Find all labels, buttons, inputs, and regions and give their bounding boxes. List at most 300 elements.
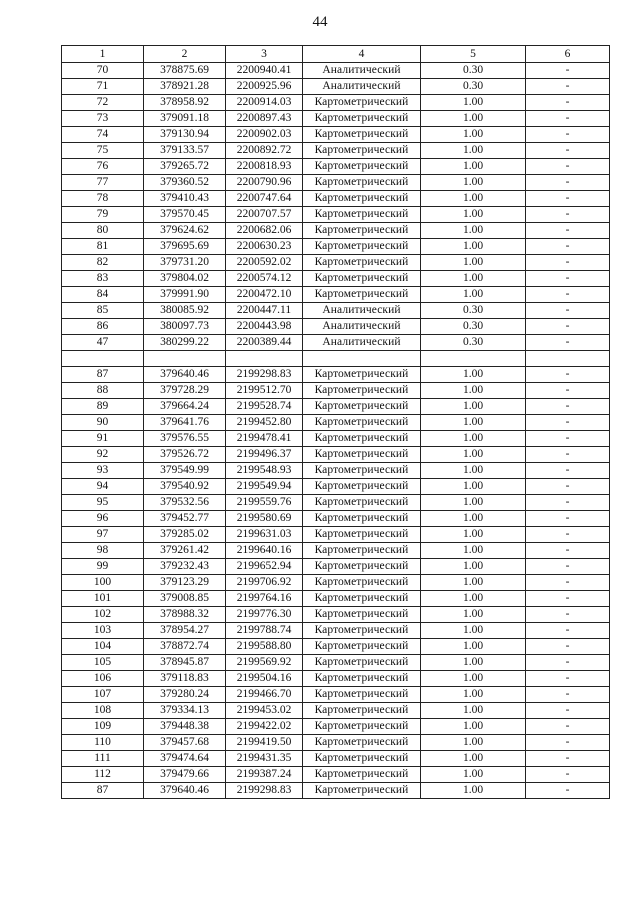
- x-coordinate-cell: 379448.38: [144, 719, 226, 735]
- accuracy-cell: 1.00: [421, 703, 526, 719]
- table-row: [62, 687, 610, 703]
- y-coordinate-cell: 2199631.03: [226, 527, 303, 543]
- note-cell: -: [526, 703, 610, 719]
- accuracy-cell: 1.00: [421, 463, 526, 479]
- x-coordinate-cell: 379261.42: [144, 543, 226, 559]
- note-cell: -: [526, 575, 610, 591]
- note-cell: -: [526, 767, 610, 783]
- note-cell: -: [526, 415, 610, 431]
- method-cell: Картометрический: [303, 703, 421, 719]
- table-row: [62, 415, 610, 431]
- method-cell: Картометрический: [303, 511, 421, 527]
- accuracy-cell: 1.00: [421, 671, 526, 687]
- point-number-cell: 80: [62, 223, 144, 239]
- note-cell: -: [526, 559, 610, 575]
- method-cell: Картометрический: [303, 367, 421, 383]
- y-coordinate-cell: 2199764.16: [226, 591, 303, 607]
- accuracy-cell: 1.00: [421, 95, 526, 111]
- point-number-cell: 107: [62, 687, 144, 703]
- y-coordinate-cell: 2199559.76: [226, 495, 303, 511]
- x-coordinate-cell: 379479.66: [144, 767, 226, 783]
- x-coordinate-cell: 379285.02: [144, 527, 226, 543]
- y-coordinate-cell: 2200902.03: [226, 127, 303, 143]
- table-row: [62, 463, 610, 479]
- page-number: 44: [312, 14, 328, 30]
- point-number-cell: 81: [62, 239, 144, 255]
- table-row: [62, 95, 610, 111]
- x-coordinate-cell: 379360.52: [144, 175, 226, 191]
- y-coordinate-cell: 2199387.24: [226, 767, 303, 783]
- point-number-cell: 87: [62, 367, 144, 383]
- point-number-cell: 87: [62, 783, 144, 799]
- accuracy-cell: 1.00: [421, 495, 526, 511]
- x-coordinate-cell: 380299.22: [144, 335, 226, 351]
- note-cell: -: [526, 783, 610, 799]
- y-coordinate-cell: 2200940.41: [226, 63, 303, 79]
- point-number-cell: 73: [62, 111, 144, 127]
- table-row: [62, 639, 610, 655]
- table-row: [62, 159, 610, 175]
- accuracy-cell: 1.00: [421, 623, 526, 639]
- accuracy-cell: 1.00: [421, 223, 526, 239]
- point-number-cell: 70: [62, 63, 144, 79]
- method-cell: Аналитический: [303, 63, 421, 79]
- point-number-cell: 74: [62, 127, 144, 143]
- x-coordinate-cell: 379991.90: [144, 287, 226, 303]
- x-coordinate-cell: 379640.46: [144, 783, 226, 799]
- y-coordinate-cell: 2200818.93: [226, 159, 303, 175]
- x-coordinate-cell: 379731.20: [144, 255, 226, 271]
- note-cell: -: [526, 687, 610, 703]
- accuracy-cell: 1.00: [421, 383, 526, 399]
- accuracy-cell: 1.00: [421, 687, 526, 703]
- note-cell: -: [526, 751, 610, 767]
- column-header: 1: [62, 46, 144, 63]
- method-cell: Картометрический: [303, 159, 421, 175]
- accuracy-cell: 1.00: [421, 399, 526, 415]
- table-header-row: [62, 46, 610, 63]
- x-coordinate-cell: 379410.43: [144, 191, 226, 207]
- point-number-cell: 83: [62, 271, 144, 287]
- table-row: [62, 511, 610, 527]
- note-cell: -: [526, 143, 610, 159]
- y-coordinate-cell: 2199419.50: [226, 735, 303, 751]
- y-coordinate-cell: 2199298.83: [226, 783, 303, 799]
- note-cell: -: [526, 223, 610, 239]
- table-row: [62, 767, 610, 783]
- method-cell: Картометрический: [303, 399, 421, 415]
- x-coordinate-cell: 378921.28: [144, 79, 226, 95]
- y-coordinate-cell: 2200790.96: [226, 175, 303, 191]
- accuracy-cell: 1.00: [421, 287, 526, 303]
- x-coordinate-cell: 379641.76: [144, 415, 226, 431]
- table-body: [62, 63, 610, 799]
- y-coordinate-cell: 2200925.96: [226, 79, 303, 95]
- point-number-cell: 100: [62, 575, 144, 591]
- method-cell: Картометрический: [303, 735, 421, 751]
- note-cell: -: [526, 399, 610, 415]
- table-row: [62, 399, 610, 415]
- note-cell: -: [526, 511, 610, 527]
- y-coordinate-cell: 2199452.80: [226, 415, 303, 431]
- method-cell: Картометрический: [303, 143, 421, 159]
- column-header: 2: [144, 46, 226, 63]
- x-coordinate-cell: 379265.72: [144, 159, 226, 175]
- accuracy-cell: 1.00: [421, 735, 526, 751]
- point-number-cell: 86: [62, 319, 144, 335]
- method-cell: Картометрический: [303, 751, 421, 767]
- table-row: [62, 431, 610, 447]
- y-coordinate-cell: 2199422.02: [226, 719, 303, 735]
- accuracy-cell: 1.00: [421, 367, 526, 383]
- note-cell: -: [526, 639, 610, 655]
- point-number-cell: 91: [62, 431, 144, 447]
- y-coordinate-cell: 2199478.41: [226, 431, 303, 447]
- y-coordinate-cell: 2199504.16: [226, 671, 303, 687]
- x-coordinate-cell: 379130.94: [144, 127, 226, 143]
- method-cell: Картометрический: [303, 287, 421, 303]
- note-cell: -: [526, 479, 610, 495]
- method-cell: Картометрический: [303, 495, 421, 511]
- method-cell: [303, 351, 421, 367]
- point-number-cell: 75: [62, 143, 144, 159]
- table-row: [62, 207, 610, 223]
- point-number-cell: 102: [62, 607, 144, 623]
- note-cell: -: [526, 543, 610, 559]
- y-coordinate-cell: 2199549.94: [226, 479, 303, 495]
- table-row: [62, 191, 610, 207]
- coordinates-table: [61, 45, 610, 799]
- column-header: 6: [526, 46, 610, 63]
- point-number-cell: 97: [62, 527, 144, 543]
- accuracy-cell: 1.00: [421, 591, 526, 607]
- point-number-cell: 101: [62, 591, 144, 607]
- point-number-cell: 79: [62, 207, 144, 223]
- accuracy-cell: 1.00: [421, 783, 526, 799]
- x-coordinate-cell: 379452.77: [144, 511, 226, 527]
- accuracy-cell: 0.30: [421, 303, 526, 319]
- table-row: [62, 575, 610, 591]
- table-row: [62, 607, 610, 623]
- point-number-cell: 77: [62, 175, 144, 191]
- y-coordinate-cell: 2200443.98: [226, 319, 303, 335]
- table-row: [62, 303, 610, 319]
- point-number-cell: 94: [62, 479, 144, 495]
- x-coordinate-cell: 379576.55: [144, 431, 226, 447]
- method-cell: Аналитический: [303, 79, 421, 95]
- point-number-cell: 47: [62, 335, 144, 351]
- x-coordinate-cell: 379123.29: [144, 575, 226, 591]
- accuracy-cell: 1.00: [421, 751, 526, 767]
- method-cell: Картометрический: [303, 767, 421, 783]
- point-number-cell: 110: [62, 735, 144, 751]
- note-cell: -: [526, 239, 610, 255]
- method-cell: Картометрический: [303, 207, 421, 223]
- y-coordinate-cell: 2199512.70: [226, 383, 303, 399]
- x-coordinate-cell: 379091.18: [144, 111, 226, 127]
- accuracy-cell: 1.00: [421, 239, 526, 255]
- point-number-cell: 95: [62, 495, 144, 511]
- method-cell: Картометрический: [303, 191, 421, 207]
- method-cell: Картометрический: [303, 479, 421, 495]
- x-coordinate-cell: 379570.45: [144, 207, 226, 223]
- y-coordinate-cell: 2200630.23: [226, 239, 303, 255]
- accuracy-cell: 0.30: [421, 79, 526, 95]
- table-row: [62, 655, 610, 671]
- table-row: [62, 351, 610, 367]
- y-coordinate-cell: 2200682.06: [226, 223, 303, 239]
- method-cell: Картометрический: [303, 543, 421, 559]
- x-coordinate-cell: 379334.13: [144, 703, 226, 719]
- x-coordinate-cell: 379664.24: [144, 399, 226, 415]
- note-cell: -: [526, 271, 610, 287]
- accuracy-cell: 1.00: [421, 543, 526, 559]
- note-cell: -: [526, 319, 610, 335]
- accuracy-cell: 1.00: [421, 127, 526, 143]
- point-number-cell: 84: [62, 287, 144, 303]
- note-cell: -: [526, 159, 610, 175]
- note-cell: -: [526, 191, 610, 207]
- x-coordinate-cell: 379280.24: [144, 687, 226, 703]
- point-number-cell: 103: [62, 623, 144, 639]
- note-cell: -: [526, 623, 610, 639]
- x-coordinate-cell: [144, 351, 226, 367]
- y-coordinate-cell: 2199548.93: [226, 463, 303, 479]
- x-coordinate-cell: 379457.68: [144, 735, 226, 751]
- accuracy-cell: 0.30: [421, 319, 526, 335]
- x-coordinate-cell: 379640.46: [144, 367, 226, 383]
- x-coordinate-cell: 379804.02: [144, 271, 226, 287]
- table-row: [62, 719, 610, 735]
- note-cell: -: [526, 111, 610, 127]
- table-row: [62, 479, 610, 495]
- table-row: [62, 335, 610, 351]
- point-number-cell: 88: [62, 383, 144, 399]
- accuracy-cell: 0.30: [421, 335, 526, 351]
- y-coordinate-cell: 2199569.92: [226, 655, 303, 671]
- x-coordinate-cell: 378958.92: [144, 95, 226, 111]
- y-coordinate-cell: 2199640.16: [226, 543, 303, 559]
- table-row: [62, 79, 610, 95]
- accuracy-cell: 1.00: [421, 767, 526, 783]
- method-cell: Картометрический: [303, 239, 421, 255]
- method-cell: Картометрический: [303, 527, 421, 543]
- note-cell: -: [526, 207, 610, 223]
- table-row: [62, 111, 610, 127]
- method-cell: Картометрический: [303, 447, 421, 463]
- x-coordinate-cell: 378875.69: [144, 63, 226, 79]
- method-cell: Картометрический: [303, 223, 421, 239]
- column-header: 5: [421, 46, 526, 63]
- method-cell: Картометрический: [303, 655, 421, 671]
- table-row: [62, 367, 610, 383]
- x-coordinate-cell: 379008.85: [144, 591, 226, 607]
- method-cell: Картометрический: [303, 575, 421, 591]
- accuracy-cell: 1.00: [421, 415, 526, 431]
- x-coordinate-cell: 378872.74: [144, 639, 226, 655]
- point-number-cell: 89: [62, 399, 144, 415]
- table-row: [62, 559, 610, 575]
- method-cell: Картометрический: [303, 639, 421, 655]
- x-coordinate-cell: 379133.57: [144, 143, 226, 159]
- y-coordinate-cell: 2199431.35: [226, 751, 303, 767]
- table-row: [62, 63, 610, 79]
- point-number-cell: 112: [62, 767, 144, 783]
- table-row: [62, 783, 610, 799]
- accuracy-cell: 1.00: [421, 191, 526, 207]
- note-cell: -: [526, 303, 610, 319]
- table-row: [62, 591, 610, 607]
- accuracy-cell: [421, 351, 526, 367]
- table-row: [62, 671, 610, 687]
- x-coordinate-cell: 380097.73: [144, 319, 226, 335]
- table-row: [62, 319, 610, 335]
- x-coordinate-cell: 379526.72: [144, 447, 226, 463]
- x-coordinate-cell: 379232.43: [144, 559, 226, 575]
- point-number-cell: 98: [62, 543, 144, 559]
- method-cell: Картометрический: [303, 271, 421, 287]
- method-cell: Картометрический: [303, 175, 421, 191]
- accuracy-cell: 1.00: [421, 527, 526, 543]
- x-coordinate-cell: 379728.29: [144, 383, 226, 399]
- x-coordinate-cell: 379624.62: [144, 223, 226, 239]
- x-coordinate-cell: 379540.92: [144, 479, 226, 495]
- y-coordinate-cell: 2200472.10: [226, 287, 303, 303]
- accuracy-cell: 1.00: [421, 255, 526, 271]
- y-coordinate-cell: 2199788.74: [226, 623, 303, 639]
- note-cell: -: [526, 719, 610, 735]
- table-row: [62, 255, 610, 271]
- y-coordinate-cell: 2200574.12: [226, 271, 303, 287]
- accuracy-cell: 1.00: [421, 143, 526, 159]
- point-number-cell: 90: [62, 415, 144, 431]
- accuracy-cell: 1.00: [421, 655, 526, 671]
- x-coordinate-cell: 378945.87: [144, 655, 226, 671]
- point-number-cell: 105: [62, 655, 144, 671]
- y-coordinate-cell: 2200747.64: [226, 191, 303, 207]
- method-cell: Картометрический: [303, 255, 421, 271]
- table-row: [62, 703, 610, 719]
- note-cell: -: [526, 335, 610, 351]
- y-coordinate-cell: 2199588.80: [226, 639, 303, 655]
- method-cell: Картометрический: [303, 687, 421, 703]
- x-coordinate-cell: 379695.69: [144, 239, 226, 255]
- table-row: [62, 127, 610, 143]
- point-number-cell: 72: [62, 95, 144, 111]
- note-cell: -: [526, 431, 610, 447]
- note-cell: -: [526, 607, 610, 623]
- method-cell: Картометрический: [303, 559, 421, 575]
- note-cell: -: [526, 591, 610, 607]
- point-number-cell: 71: [62, 79, 144, 95]
- point-number-cell: 109: [62, 719, 144, 735]
- point-number-cell: 82: [62, 255, 144, 271]
- note-cell: -: [526, 655, 610, 671]
- x-coordinate-cell: 380085.92: [144, 303, 226, 319]
- note-cell: -: [526, 447, 610, 463]
- column-header: 4: [303, 46, 421, 63]
- table-row: [62, 751, 610, 767]
- y-coordinate-cell: 2200897.43: [226, 111, 303, 127]
- y-coordinate-cell: 2199466.70: [226, 687, 303, 703]
- x-coordinate-cell: 379474.64: [144, 751, 226, 767]
- note-cell: -: [526, 255, 610, 271]
- point-number-cell: 92: [62, 447, 144, 463]
- point-number-cell: 111: [62, 751, 144, 767]
- accuracy-cell: 1.00: [421, 207, 526, 223]
- accuracy-cell: 0.30: [421, 63, 526, 79]
- method-cell: Картометрический: [303, 623, 421, 639]
- x-coordinate-cell: 379118.83: [144, 671, 226, 687]
- note-cell: -: [526, 63, 610, 79]
- note-cell: -: [526, 95, 610, 111]
- y-coordinate-cell: 2200389.44: [226, 335, 303, 351]
- method-cell: Картометрический: [303, 607, 421, 623]
- point-number-cell: 85: [62, 303, 144, 319]
- note-cell: -: [526, 495, 610, 511]
- method-cell: Аналитический: [303, 335, 421, 351]
- y-coordinate-cell: 2199776.30: [226, 607, 303, 623]
- accuracy-cell: 1.00: [421, 639, 526, 655]
- table-row: [62, 223, 610, 239]
- note-cell: -: [526, 527, 610, 543]
- y-coordinate-cell: 2199652.94: [226, 559, 303, 575]
- y-coordinate-cell: [226, 351, 303, 367]
- method-cell: Картометрический: [303, 463, 421, 479]
- point-number-cell: 76: [62, 159, 144, 175]
- y-coordinate-cell: 2199496.37: [226, 447, 303, 463]
- table-row: [62, 447, 610, 463]
- table-row: [62, 527, 610, 543]
- y-coordinate-cell: 2199706.92: [226, 575, 303, 591]
- accuracy-cell: 1.00: [421, 575, 526, 591]
- x-coordinate-cell: 379532.56: [144, 495, 226, 511]
- accuracy-cell: 1.00: [421, 159, 526, 175]
- note-cell: -: [526, 127, 610, 143]
- point-number-cell: 106: [62, 671, 144, 687]
- note-cell: [526, 351, 610, 367]
- y-coordinate-cell: 2199580.69: [226, 511, 303, 527]
- column-header: 3: [226, 46, 303, 63]
- accuracy-cell: 1.00: [421, 111, 526, 127]
- note-cell: -: [526, 671, 610, 687]
- table-row: [62, 735, 610, 751]
- x-coordinate-cell: 379549.99: [144, 463, 226, 479]
- accuracy-cell: 1.00: [421, 719, 526, 735]
- table-row: [62, 175, 610, 191]
- table-row: [62, 143, 610, 159]
- method-cell: Аналитический: [303, 303, 421, 319]
- table-row: [62, 271, 610, 287]
- note-cell: -: [526, 79, 610, 95]
- accuracy-cell: 1.00: [421, 607, 526, 623]
- method-cell: Картометрический: [303, 431, 421, 447]
- point-number-cell: 78: [62, 191, 144, 207]
- y-coordinate-cell: 2200592.02: [226, 255, 303, 271]
- y-coordinate-cell: 2200447.11: [226, 303, 303, 319]
- note-cell: -: [526, 367, 610, 383]
- table-row: [62, 543, 610, 559]
- note-cell: -: [526, 463, 610, 479]
- method-cell: Аналитический: [303, 319, 421, 335]
- note-cell: -: [526, 383, 610, 399]
- method-cell: Картометрический: [303, 783, 421, 799]
- x-coordinate-cell: 378988.32: [144, 607, 226, 623]
- accuracy-cell: 1.00: [421, 447, 526, 463]
- method-cell: Картометрический: [303, 95, 421, 111]
- method-cell: Картометрический: [303, 719, 421, 735]
- table-row: [62, 383, 610, 399]
